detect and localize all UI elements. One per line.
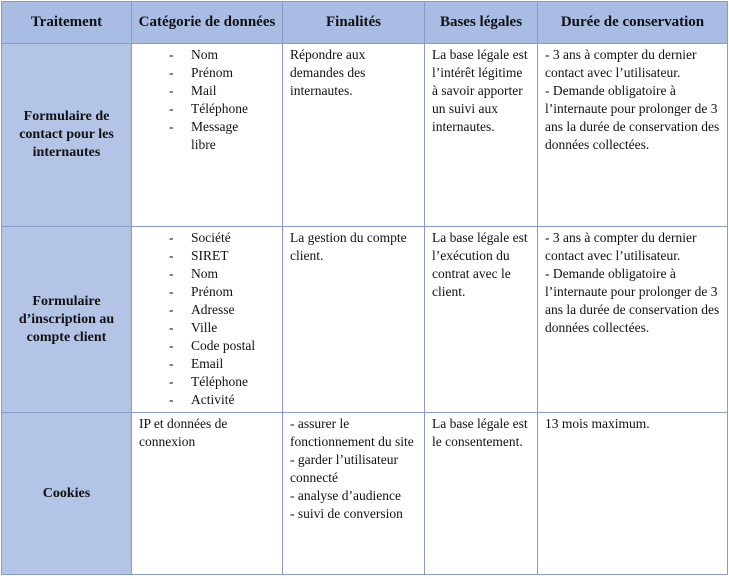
table-row <box>2 413 728 575</box>
header-categorie: Catégorie de données <box>132 2 283 44</box>
list-item: - Nom <box>169 46 276 64</box>
list-item: - Adresse <box>169 301 276 319</box>
header-traitement: Traitement <box>2 2 132 44</box>
finalites-cell <box>283 413 425 575</box>
list-item: - Activité <box>169 391 276 409</box>
list-item: - Société <box>169 229 276 247</box>
categories-list <box>139 46 276 154</box>
duree-cell <box>538 227 728 413</box>
list-item: - Mail <box>169 82 276 100</box>
duree-cell: 13 mois maximum. <box>538 413 728 575</box>
list-item: - SIRET <box>169 247 276 265</box>
finalites-cell: Répondre aux demandes des internautes. <box>283 44 425 227</box>
bases-cell: La base légale est le consentement. <box>425 413 538 575</box>
table-row <box>2 227 728 413</box>
duree-line: - 3 ans à compter du dernier contact avec l’utilisateur. <box>545 47 697 80</box>
finalite-line: - analyse d’audience <box>290 488 401 503</box>
categories-cell <box>132 227 283 413</box>
duree-line: - 3 ans à compter du dernier contact avec l’utilisateur. <box>545 230 697 263</box>
finalite-line: - assurer le fonctionnement du site <box>290 416 414 449</box>
table-row <box>2 44 728 227</box>
duree-line: - Demande obligatoire à l’internaute pour prolonger de 3 ans la durée de conservation des données collectées. <box>545 266 720 335</box>
finalites-cell: La gestion du compte client. <box>283 227 425 413</box>
list-item: - Ville <box>169 319 276 337</box>
list-item: - Email <box>169 355 276 373</box>
header-finalites: Finalités <box>283 2 425 44</box>
data-processing-table <box>1 1 728 575</box>
row-title: Formulaire d’inscription au compte client <box>2 227 132 413</box>
bases-cell: La base légale est l’exécution du contrat avec le client. <box>425 227 538 413</box>
header-bases-legales: Bases légales <box>425 2 538 44</box>
list-item: - Téléphone <box>169 373 276 391</box>
duree-cell <box>538 44 728 227</box>
categories-list <box>139 229 276 409</box>
finalite-line: - garder l’utilisateur connecté <box>290 452 398 485</box>
categories-cell <box>132 44 283 227</box>
categories-cell: IP et données de connexion <box>132 413 283 575</box>
finalite-line: - suivi de conversion <box>290 506 403 521</box>
duree-line: - Demande obligatoire à l’internaute pour prolonger de 3 ans la durée de conservation des données collectées. <box>545 83 720 152</box>
header-duree-conservation: Durée de conservation <box>538 2 728 44</box>
list-item: - Nom <box>169 265 276 283</box>
list-item: - Prénom <box>169 64 276 82</box>
list-item: - Téléphone <box>169 100 276 118</box>
list-item: - Prénom <box>169 283 276 301</box>
bases-cell: La base légale est l’intérêt légitime à savoir apporter un suivi aux internautes. <box>425 44 538 227</box>
row-title: Cookies <box>2 413 132 575</box>
row-title: Formulaire de contact pour les internautes <box>2 44 132 227</box>
list-item: - Message libre <box>169 118 246 154</box>
list-item: - Code postal <box>169 337 276 355</box>
header-row <box>2 2 728 44</box>
